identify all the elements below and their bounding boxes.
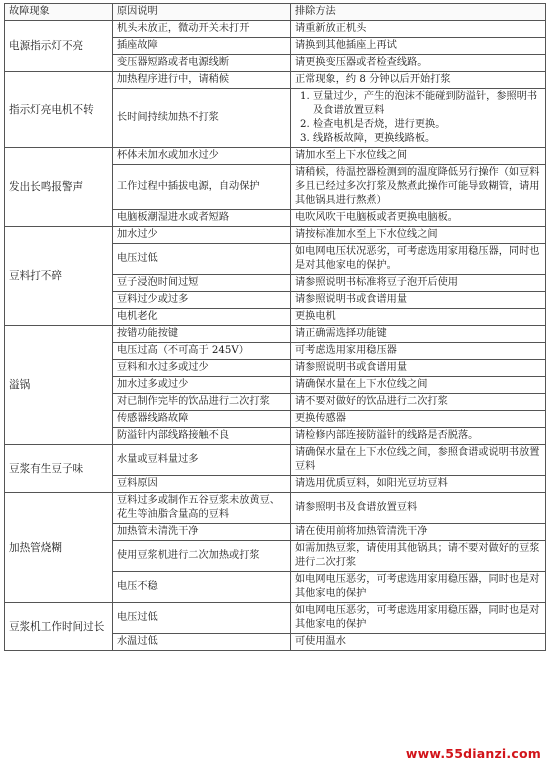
cause-cell: 加水过少 bbox=[113, 227, 291, 244]
fix-cell: 请稍候，待温控器检测到的温度降低另行操作（如豆料多且已经过多次打浆及熬煮此操作可能导致糊管，请用其他锅具进行熬煮） bbox=[291, 165, 546, 210]
cause-cell: 机头未放正，微动开关未打开 bbox=[113, 21, 291, 38]
table-row bbox=[5, 72, 546, 89]
cause-cell: 传感器线路故障 bbox=[113, 411, 291, 428]
fix-cell: 可使用温水 bbox=[291, 634, 546, 651]
fix-cell: 请加水至上下水位线之间 bbox=[291, 148, 546, 165]
cause-cell: 工作过程中插拔电源，自动保护 bbox=[113, 165, 291, 210]
table-body bbox=[5, 4, 546, 651]
cause-cell: 电压过低 bbox=[113, 244, 291, 275]
cause-cell: 豆料和水过多或过少 bbox=[113, 360, 291, 377]
cause-cell: 豆料过多或制作五谷豆浆未放黄豆、花生等油脂含量高的豆料 bbox=[113, 493, 291, 524]
cause-cell: 使用豆浆机进行二次加热或打浆 bbox=[113, 541, 291, 572]
symptom-cell: 指示灯亮电机不转 bbox=[5, 72, 113, 148]
cause-cell: 电脑板潮湿进水或者短路 bbox=[113, 210, 291, 227]
table-row bbox=[5, 148, 546, 165]
table-row bbox=[5, 21, 546, 38]
cause-cell: 按错功能按键 bbox=[113, 326, 291, 343]
cause-cell: 加热管未清洗干净 bbox=[113, 524, 291, 541]
fix-cell: 正常现象，约 8 分钟以后开始打浆 bbox=[291, 72, 546, 89]
table-row bbox=[5, 603, 546, 634]
fix-list-item: 2. 检查电机是否烧，进行更换。 bbox=[313, 118, 541, 132]
fix-cell: 如电网电压恶劣，可考虑选用家用稳压器，同时也是对其他家电的保护 bbox=[291, 603, 546, 634]
cause-cell: 电压过低 bbox=[113, 603, 291, 634]
fix-cell: 请选用优质豆料，如阳光豆坊豆料 bbox=[291, 476, 546, 493]
fix-cell: 请参照明书及食谱放置豆料 bbox=[291, 493, 546, 524]
cause-cell: 电压不稳 bbox=[113, 572, 291, 603]
cause-cell: 电机老化 bbox=[113, 309, 291, 326]
fix-cell: 请参照说明书标准将豆子泡开后使用 bbox=[291, 275, 546, 292]
table-row bbox=[5, 445, 546, 476]
troubleshooting-sheet bbox=[4, 3, 545, 651]
fix-cell: 请确保水量在上下水位线之间 bbox=[291, 377, 546, 394]
cause-cell: 杯体未加水或加水过少 bbox=[113, 148, 291, 165]
header-cause: 原因说明 bbox=[113, 4, 291, 21]
cause-cell: 水量或豆料量过多 bbox=[113, 445, 291, 476]
cause-cell: 电压过高（不可高于 245V） bbox=[113, 343, 291, 360]
fix-list-item: 1. 豆量过少，产生的泡沫不能碰到防溢针，参照明书及食谱放置豆料 bbox=[313, 90, 541, 118]
cause-cell: 加水过多或过少 bbox=[113, 377, 291, 394]
cause-cell: 水温过低 bbox=[113, 634, 291, 651]
cause-cell: 加热程序进行中，请稍候 bbox=[113, 72, 291, 89]
fix-cell: 请确保水量在上下水位线之间，参照食谱或说明书放置豆料 bbox=[291, 445, 546, 476]
fix-cell: 请参照说明书或食谱用量 bbox=[291, 292, 546, 309]
fix-list-item: 3. 线路板故障，更换线路板。 bbox=[313, 132, 541, 146]
troubleshooting-table bbox=[4, 3, 546, 651]
fix-cell: 请在使用前将加热管清洗干净 bbox=[291, 524, 546, 541]
table-row bbox=[5, 326, 546, 343]
table-row bbox=[5, 493, 546, 524]
fix-cell: 如需加热豆浆，请使用其他锅具；请不要对做好的豆浆进行二次打浆 bbox=[291, 541, 546, 572]
fix-list bbox=[295, 90, 541, 146]
fix-cell: 可考虑选用家用稳压器 bbox=[291, 343, 546, 360]
cause-cell: 插座故障 bbox=[113, 38, 291, 55]
fix-cell: 请不要对做好的饮品进行二次打浆 bbox=[291, 394, 546, 411]
symptom-cell: 发出长鸣报警声 bbox=[5, 148, 113, 227]
symptom-cell: 电源指示灯不亮 bbox=[5, 21, 113, 72]
cause-cell: 长时间持续加热不打浆 bbox=[113, 89, 291, 148]
fix-cell: 请更换变压器或者检查线路。 bbox=[291, 55, 546, 72]
cause-cell: 豆子浸泡时间过短 bbox=[113, 275, 291, 292]
cause-cell: 变压器短路或者电源线断 bbox=[113, 55, 291, 72]
fix-cell bbox=[291, 89, 546, 148]
fix-cell: 电吹风吹干电脑板或者更换电脑板。 bbox=[291, 210, 546, 227]
cause-cell: 豆料过少或过多 bbox=[113, 292, 291, 309]
fix-cell: 请重新放正机头 bbox=[291, 21, 546, 38]
symptom-cell: 溢锅 bbox=[5, 326, 113, 445]
fix-cell: 如电网电压恶劣，可考虑选用家用稳压器，同时也是对其他家电的保护 bbox=[291, 572, 546, 603]
fix-cell: 更换电机 bbox=[291, 309, 546, 326]
fix-cell: 更换传感器 bbox=[291, 411, 546, 428]
symptom-cell: 加热管烧糊 bbox=[5, 493, 113, 603]
fix-cell: 请参照说明书或食谱用量 bbox=[291, 360, 546, 377]
header-row bbox=[5, 4, 546, 21]
symptom-cell: 豆浆有生豆子味 bbox=[5, 445, 113, 493]
cause-cell: 防溢针内部线路接触不良 bbox=[113, 428, 291, 445]
header-fix: 排除方法 bbox=[291, 4, 546, 21]
symptom-cell: 豆料打不碎 bbox=[5, 227, 113, 326]
cause-cell: 对已制作完毕的饮品进行二次打浆 bbox=[113, 394, 291, 411]
symptom-cell: 豆浆机工作时间过长 bbox=[5, 603, 113, 651]
fix-cell: 请按标准加水至上下水位线之间 bbox=[291, 227, 546, 244]
fix-cell: 请正确需选择功能键 bbox=[291, 326, 546, 343]
fix-cell: 请检修内部连接防溢针的线路是否脱落。 bbox=[291, 428, 546, 445]
watermark: www.55dianzi.com bbox=[405, 746, 541, 761]
table-row bbox=[5, 227, 546, 244]
fix-cell: 如电网电压状况恶劣，可考虑选用家用稳压器，同时也是对其他家电的保护。 bbox=[291, 244, 546, 275]
fix-cell: 请换到其他插座上再试 bbox=[291, 38, 546, 55]
cause-cell: 豆料原因 bbox=[113, 476, 291, 493]
header-symptom: 故障现象 bbox=[5, 4, 113, 21]
